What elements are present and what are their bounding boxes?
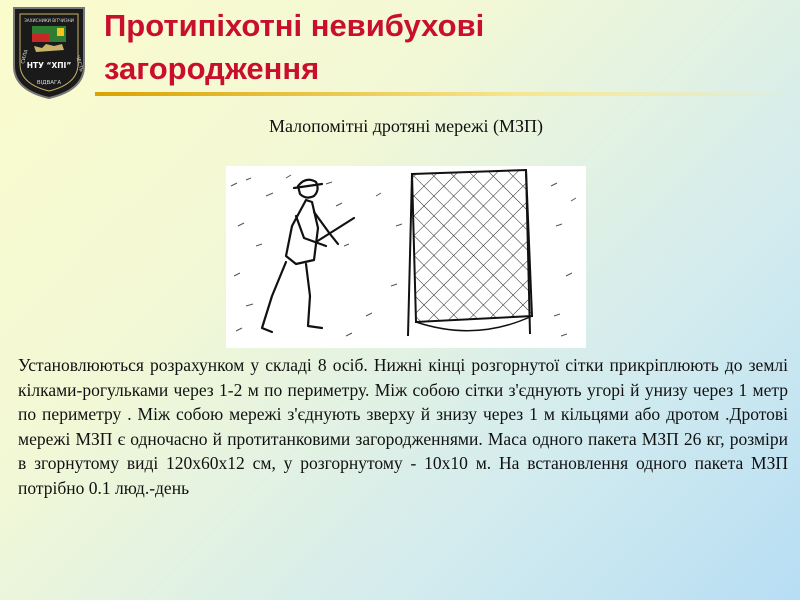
slide-title: Протипіхотні невибухові загородження	[104, 8, 485, 86]
logo-bottom-text: ВІДВАГА	[36, 80, 62, 86]
figure-caption: Малопомітні дротяні мережі (МЗП)	[268, 116, 544, 136]
description-paragraph: Установлюються розрахунком у складі 8 осіб. Нижні кінці розгорнутої сітки прикріплюють до землі кілками-рогульками через 1-2 м по периметру. Між собою сітки з'єднують угорі й унизу через 1 метр по периметру . Між собою мережі з'єднують зверху й знизу через 1 м кільцями або дротом .Дротові мережі МЗП є одночасно й протитанковими загородженнями. Маса одного пакета МЗП 26 кг, розміри в згорнутому виді 120x60x12 см, у розгорнутому - 10x10 м. На встановлення одного пакета МЗП потрібно 0.1 люд.-день	[18, 355, 788, 498]
soldier-figure	[262, 180, 354, 332]
title-underline	[95, 92, 800, 96]
wire-net-illustration	[226, 166, 586, 348]
logo-ring-text: ЗАХИСНИКИ ВІТЧИЗНИ	[24, 18, 74, 23]
university-emblem	[10, 4, 88, 100]
wire-net	[408, 170, 532, 336]
logo-side-right-text: ЧЕСТЬ	[74, 54, 85, 73]
logo-side-left-text: СИЛА	[20, 49, 30, 65]
logo-center-text: НТУ “ХПІ”	[26, 61, 72, 70]
